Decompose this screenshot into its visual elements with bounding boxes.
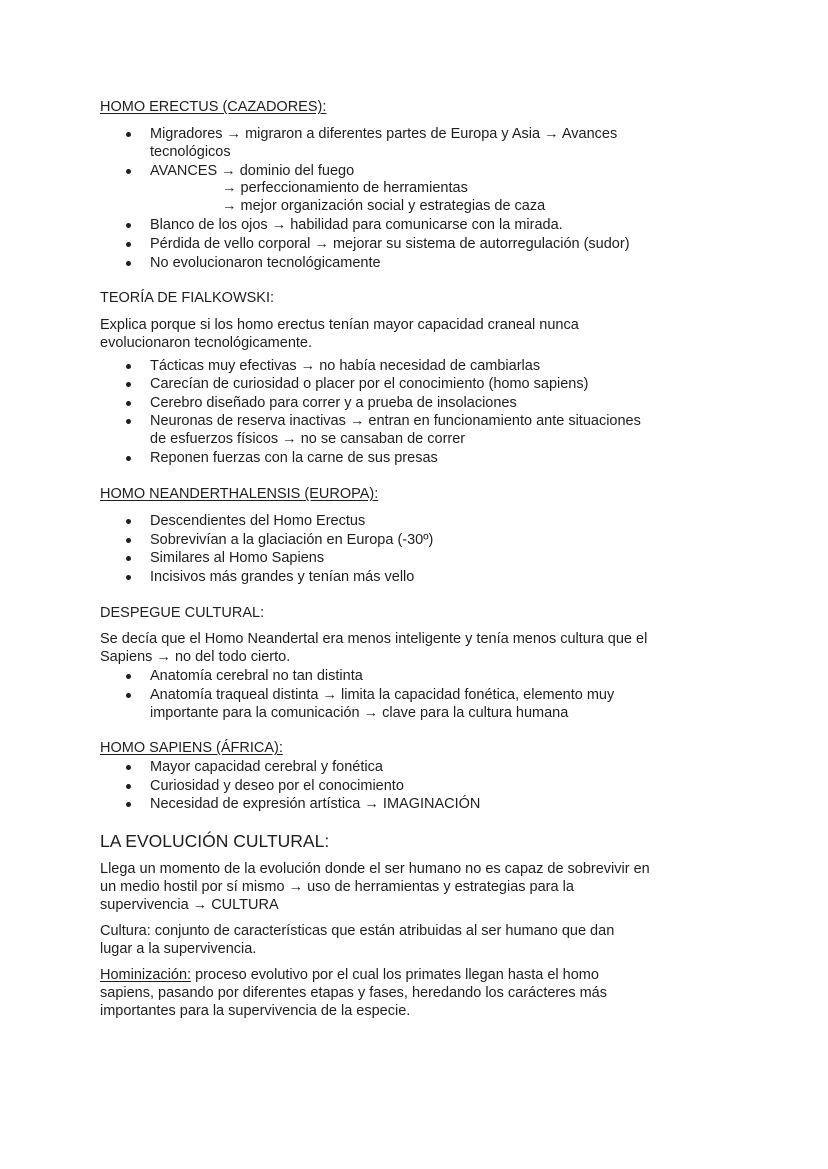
heading-homo-erectus: HOMO ERECTUS (CAZADORES): [100,99,327,115]
list-item: Mayor capacidad cerebral y fonética [150,759,383,775]
paragraph-line: supervivencia → CULTURA [100,897,279,913]
paragraph-line: un medio hostil por sí mismo → uso de herramientas y estrategias para la [100,879,574,895]
paragraph-line: lugar a la supervivencia. [100,941,257,957]
heading-neanderthalensis: HOMO NEANDERTHALENSIS (EUROPA): [100,486,379,502]
paragraph-line: Llega un momento de la evolución donde el ser humano no es capaz de sobrevivir en [100,861,650,877]
list-item: Descendientes del Homo Erectus [150,513,366,529]
list-item: Anatomía cerebral no tan distinta [150,668,363,684]
term-hominizacion: Hominización: [100,967,192,983]
list-item-continuation: importante para la comunicación → clave para la cultura humana [150,705,569,721]
list-item: AVANCES → dominio del fuego [150,163,355,179]
paragraph-line [100,966,599,984]
sub-item: → perfeccionamiento de herramientas [222,180,468,196]
paragraph-line: importantes para la supervivencia de la especie. [100,1003,411,1019]
list-item: Blanco de los ojos → habilidad para comunicarse con la mirada. [150,217,563,233]
heading-fialkowski: TEORÍA DE FIALKOWSKI: [100,290,275,306]
list-item-continuation: tecnológicos [150,144,231,160]
list-item: No evolucionaron tecnológicamente [150,255,381,271]
list-item: Necesidad de expresión artística → IMAGINACIÓN [150,796,481,812]
list-item: Neuronas de reserva inactivas → entran en funcionamiento ante situaciones [150,413,641,429]
list-item: Similares al Homo Sapiens [150,550,325,566]
list-item: Tácticas muy efectivas → no había necesidad de cambiarlas [150,358,541,374]
paragraph-line: Se decía que el Homo Neandertal era menos inteligente y tenía menos cultura que el [100,631,648,647]
heading-despegue-cultural: DESPEGUE CULTURAL: [100,605,265,621]
heading-homo-sapiens: HOMO SAPIENS (ÁFRICA): [100,740,283,756]
paragraph-line: evolucionaron tecnológicamente. [100,335,312,351]
list-item: Incisivos más grandes y tenían más vello [150,569,415,585]
list-item: Curiosidad y deseo por el conocimiento [150,778,404,794]
list-item: Migradores → migraron a diferentes partes de Europa y Asia → Avances [150,126,618,142]
sub-item: → mejor organización social y estrategias de caza [222,198,546,214]
list-item: Anatomía traqueal distinta → limita la capacidad fonética, elemento muy [150,687,615,703]
list-item-continuation: de esfuerzos físicos → no se cansaban de correr [150,431,466,447]
paragraph-line: Sapiens → no del todo cierto. [100,649,291,665]
list-item: Cerebro diseñado para correr y a prueba de insolaciones [150,395,517,411]
list-item: Sobrevivían a la glaciación en Europa (-30º) [150,532,434,548]
list-item: Carecían de curiosidad o placer por el conocimiento (homo sapiens) [150,376,589,392]
paragraph-line: Explica porque si los homo erectus tenían mayor capacidad craneal nunca [100,317,579,333]
list-item: Pérdida de vello corporal → mejorar su sistema de autorregulación (sudor) [150,236,630,252]
definition-text: proceso evolutivo por el cual los primates llegan hasta el homo [191,967,599,983]
heading-evolucion-cultural: LA EVOLUCIÓN CULTURAL: [100,831,330,851]
list-item: Reponen fuerzas con la carne de sus presas [150,450,438,466]
paragraph-line: sapiens, pasando por diferentes etapas y fases, heredando los carácteres más [100,985,607,1001]
paragraph-line: Cultura: conjunto de características que están atribuidas al ser humano que dan [100,923,615,939]
